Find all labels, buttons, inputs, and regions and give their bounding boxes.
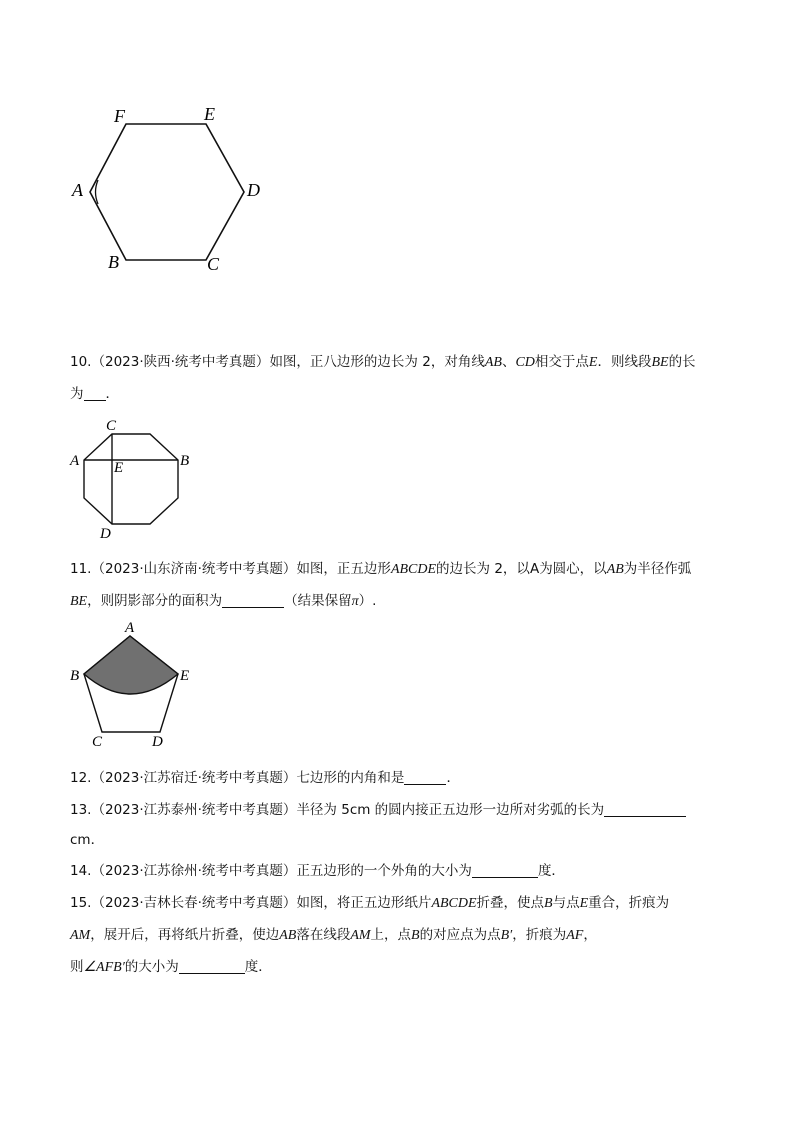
q15-text-11: 则: [70, 959, 84, 975]
pentagon-figure: [60, 620, 210, 754]
q10-text-5: 的长: [668, 354, 696, 370]
q10-var-ab: AB: [484, 355, 502, 370]
q11-var-be: BE: [70, 594, 88, 609]
q12-number: 12.: [70, 770, 92, 786]
q11-text-2: 的边长为 2，以: [436, 561, 530, 577]
q13-source: （2023·江苏泰州·统考中考真题）: [91, 802, 297, 818]
q15-source: （2023·吉林长春·统考中考真题）: [91, 895, 297, 911]
q10-text-6: 为: [70, 386, 84, 402]
q11-var-pi: π: [351, 594, 359, 609]
label-e: E: [114, 460, 124, 476]
q13-text-3: ．: [90, 832, 105, 848]
q11-line-2: [70, 591, 376, 612]
q15-var-b-2: B: [411, 928, 420, 943]
q15-answer-blank[interactable]: [179, 959, 245, 974]
q10-number: 10.: [70, 354, 92, 370]
q11-text-4: 为半径作弧: [623, 561, 692, 577]
q11-text-1: 如图，正五边形: [296, 561, 391, 577]
q11-var-abcde: ABCDE: [390, 562, 437, 577]
q12-line: [70, 768, 460, 788]
q15-line-1: [70, 893, 669, 914]
label-b: B: [108, 252, 119, 272]
q14-number: 14.: [70, 863, 92, 879]
q15-text-8: 的对应点为点: [419, 927, 501, 943]
q10-answer-blank[interactable]: [84, 386, 106, 401]
label-c: C: [92, 734, 103, 750]
angle-mark-a: [96, 180, 99, 204]
q10-text-1: 如图，正八边形的边长为 2，对角线: [269, 354, 485, 370]
q14-text-2: 度．: [537, 863, 565, 879]
q11-text-5: ，则阴影部分的面积为: [87, 593, 223, 609]
q15-var-af: AF: [566, 928, 584, 943]
q13-line-2: [70, 830, 104, 850]
q11-line-1: [70, 559, 691, 580]
label-f: F: [114, 106, 125, 126]
q15-text-2: 折叠，使点: [476, 895, 545, 911]
q15-var-ab: AB: [279, 928, 297, 943]
q11-var-ab: AB: [606, 562, 624, 577]
q15-line-2: [70, 925, 597, 946]
q15-var-angle-afb: ∠AFB′: [83, 960, 125, 975]
q15-text-4: 重合，折痕为: [588, 895, 670, 911]
q15-text-3: 与点: [552, 895, 580, 911]
q13-number: 13.: [70, 802, 92, 818]
q15-var-am-2: AM: [350, 928, 371, 943]
q12-answer-blank[interactable]: [404, 770, 446, 785]
label-d: D: [247, 180, 260, 200]
label-a: A: [125, 620, 135, 636]
octagon-figure: [60, 412, 200, 544]
label-d: D: [152, 734, 163, 750]
octagon-outline: [84, 434, 178, 524]
q15-var-am: AM: [70, 928, 91, 943]
label-d: D: [100, 526, 111, 542]
hexagon-figure: [60, 100, 280, 280]
q10-source: （2023·陕西·统考中考真题）: [91, 354, 270, 370]
q14-text-1: 正五边形的一个外角的大小为: [296, 863, 472, 879]
q10-var-be: BE: [651, 355, 669, 370]
q15-text-1: 如图，将正五边形纸片: [296, 895, 432, 911]
q13-unit: cm: [70, 832, 91, 848]
q11-number: 11.: [70, 561, 92, 577]
q10-var-e: E: [588, 355, 598, 370]
label-e: E: [204, 104, 215, 124]
q10-text-3: 相交于点: [534, 354, 589, 370]
q15-var-b: B: [544, 896, 553, 911]
q12-text-1: 七边形的内角和是: [296, 770, 405, 786]
q10-var-cd: CD: [515, 355, 535, 370]
q11-text-3: 为圆心，以: [539, 561, 607, 577]
q12-source: （2023·江苏宿迁·统考中考真题）: [91, 770, 297, 786]
q13-text-1: 半径为 5cm 的圆内接正五边形一边所对劣弧的长为: [296, 802, 605, 818]
hexagon-outline: [90, 124, 244, 260]
label-a: A: [70, 453, 80, 469]
label-c: C: [106, 418, 117, 434]
label-a: A: [72, 180, 83, 200]
label-e: E: [180, 668, 190, 684]
q15-line-3: [70, 957, 272, 978]
q10-line-1: [70, 352, 696, 373]
q11-text-6: （结果保留: [284, 593, 352, 609]
q15-var-e: E: [579, 896, 589, 911]
q11-answer-blank[interactable]: [222, 593, 284, 608]
q15-text-5: ，展开后，再将纸片折叠，使边: [90, 927, 280, 943]
q15-text-13: 度．: [244, 959, 272, 975]
q11-source: （2023·山东济南·统考中考真题）: [91, 561, 297, 577]
q15-var-b-prime: B′: [500, 928, 513, 943]
q13-line-1: [70, 800, 686, 820]
label-c: C: [207, 254, 220, 274]
q10-line-2: [70, 384, 119, 404]
q15-text-10: ，: [583, 927, 597, 943]
q12-text-2: ．: [446, 770, 460, 786]
q10-text-4: ．则线段: [597, 354, 652, 370]
label-b: B: [70, 668, 80, 684]
q15-text-7: 上，点: [370, 927, 412, 943]
q14-answer-blank[interactable]: [472, 863, 538, 878]
q14-source: （2023·江苏徐州·统考中考真题）: [91, 863, 297, 879]
q10-text-2: 、: [501, 354, 516, 370]
q10-text-7: ．: [105, 386, 119, 402]
shaded-sector: [84, 636, 178, 694]
q11-var-a: A: [529, 561, 540, 577]
q15-text-9: ，折痕为: [512, 927, 567, 943]
q14-line: [70, 861, 565, 881]
label-b: B: [180, 453, 190, 469]
q13-answer-blank[interactable]: [604, 802, 686, 817]
q15-text-6: 落在线段: [296, 927, 351, 943]
q15-text-12: 的大小为: [124, 959, 179, 975]
q11-text-7: ）.: [358, 593, 377, 609]
q15-var-abcde: ABCDE: [431, 896, 477, 911]
q15-number: 15.: [70, 895, 92, 911]
